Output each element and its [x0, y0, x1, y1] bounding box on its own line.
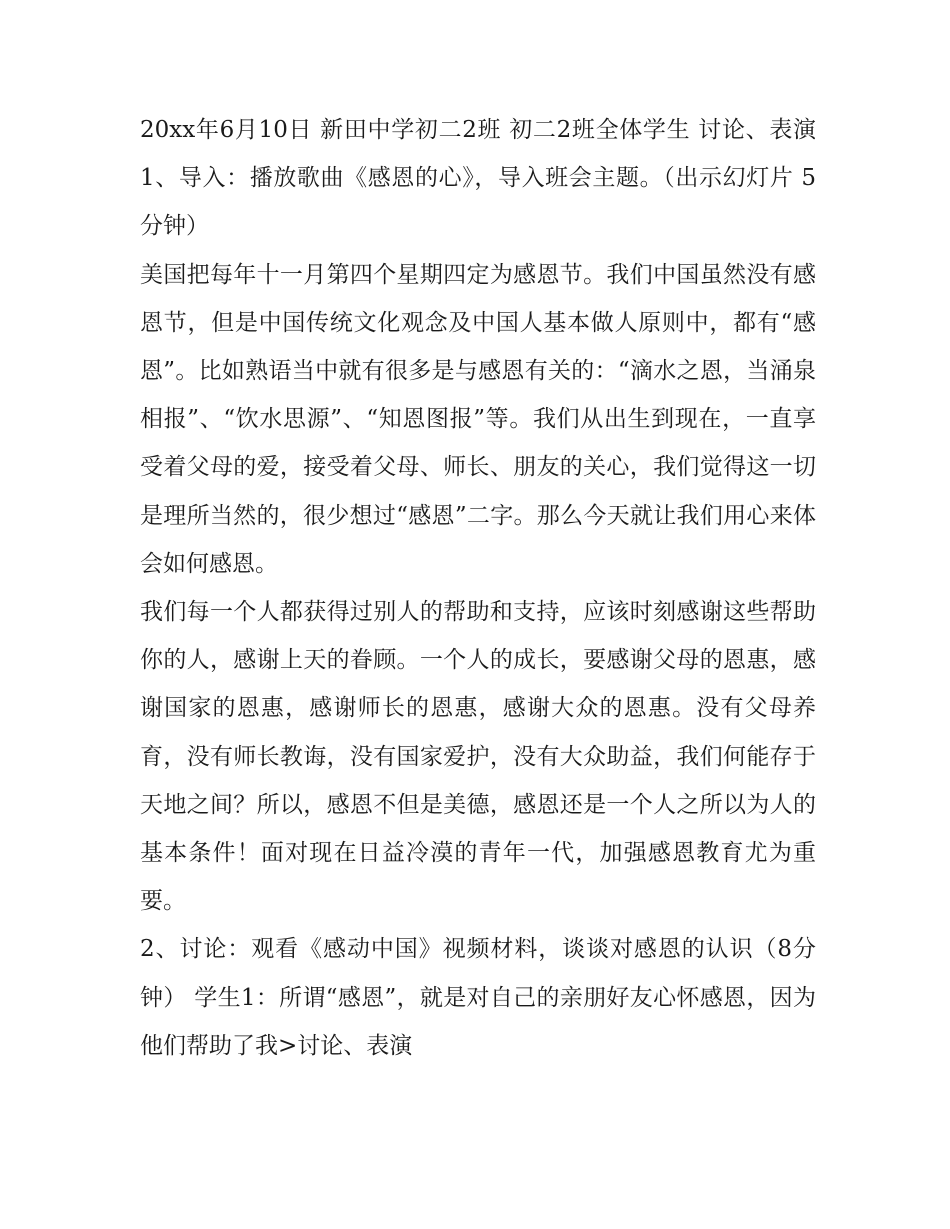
paragraph-discussion: 2、讨论：观看《感动中国》视频材料，谈谈对感恩的认识（8分钟） 学生1：所谓“感恩”，就是对自己的亲朋好友心怀感恩，因为他们帮助了我>讨论、表演: [140, 936, 816, 1059]
paragraph-gratitude: 我们每一个人都获得过别人的帮助和支持，应该时刻感谢这些帮助你的人，感谢上天的眷顾。一个人的成长，要感谢父母的恩惠，感谢国家的恩惠，感谢师长的恩惠，感谢大众的恩惠。没有父母养育，没有师长教诲，没有国家爱护，没有大众助益，我们何能存于天地之间？所以，感恩不但是美德，感恩还是一个人之所以为人的基本条件！面对现在日益冷漠的青年一代，加强感恩教育尤为重要。: [140, 599, 816, 915]
document-body: [140, 106, 816, 1070]
paragraph-intro: 美国把每年十一月第四个星期四定为感恩节。我们中国虽然没有感恩节，但是中国传统文化观念及中国人基本做人原则中，都有“感恩”。比如熟语当中就有很多是与感恩有关的：“滴水之恩，当涌泉相报”、“饮水思源”、“知恩图报”等。我们从出生到现在，一直享受着父母的爱，接受着父母、师长、朋友的关心，我们觉得这一切是理所当然的，很少想过“感恩”二字。那么今天就让我们用心来体会如何感恩。: [140, 261, 816, 577]
paragraph-header: 20xx年6月10日 新田中学初二2班 初二2班全体学生 讨论、表演 1、导入：播放歌曲《感恩的心》，导入班会主题。（出示幻灯片 5分钟）: [140, 117, 816, 240]
